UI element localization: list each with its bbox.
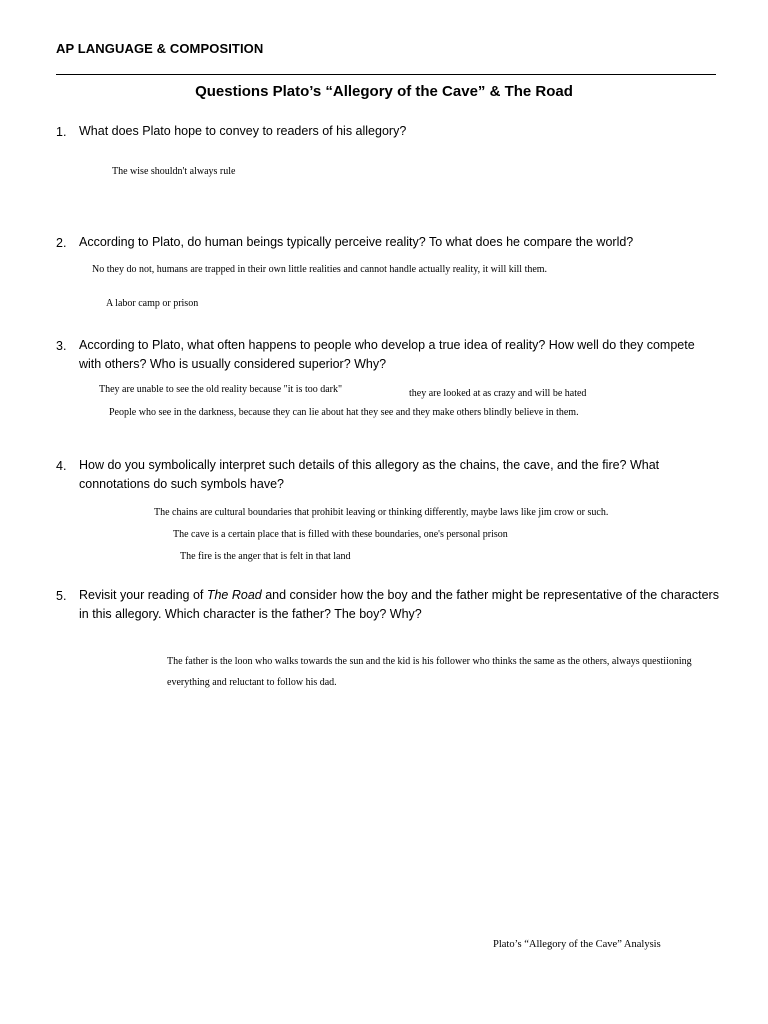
question-text: According to Plato, do human beings typically perceive reality? To what does he compare the world? <box>79 235 634 249</box>
page-footer: Plato’s “Allegory of the Cave” Analysis <box>493 939 661 950</box>
course-name: AP LANGUAGE & COMPOSITION <box>56 41 264 56</box>
header-rule <box>56 74 716 75</box>
answer-text: The father is the loon who walks towards the sun and the kid is his follower who thinks the same as the others, always questiioning <box>167 656 692 667</box>
answer-text: The cave is a certain place that is filled with these boundaries, one's personal prison <box>173 529 508 540</box>
answer-text: they are looked at as crazy and will be hated <box>409 388 587 399</box>
question-text: connotations do such symbols have? <box>79 477 284 491</box>
answer-text: No they do not, humans are trapped in their own little realities and cannot handle actually reality, it will kill them. <box>92 264 548 275</box>
answer-text: The wise shouldn't always rule <box>112 166 236 177</box>
question-text: Revisit your reading of The Road and consider how the boy and the father might be representative of the characters <box>79 588 719 602</box>
question-number: 2. <box>56 236 67 250</box>
question-text: in this allegory. Which character is the father? The boy? Why? <box>79 607 422 621</box>
answer-text: They are unable to see the old reality because "it is too dark" <box>99 384 343 395</box>
page-title: Questions Plato’s “Allegory of the Cave” & The Road <box>195 83 573 100</box>
question-number: 3. <box>56 339 67 353</box>
question-text: How do you symbolically interpret such details of this allegory as the chains, the cave, and the fire? What <box>79 458 660 472</box>
question-number: 5. <box>56 589 67 603</box>
question-text: What does Plato hope to convey to readers of his allegory? <box>79 124 407 138</box>
question-text: According to Plato, what often happens to people who develop a true idea of reality? How well do they compete <box>79 338 695 352</box>
question-number: 4. <box>56 459 67 473</box>
answer-text: People who see in the darkness, because they can lie about hat they see and they make others blindly believe in them. <box>109 407 579 418</box>
answer-text: A labor camp or prison <box>106 298 199 309</box>
answer-text: The fire is the anger that is felt in that land <box>180 551 351 562</box>
answer-text: The chains are cultural boundaries that prohibit leaving or thinking differently, maybe laws like jim crow or such. <box>154 507 609 518</box>
question-text: with others? Who is usually considered superior? Why? <box>79 357 387 371</box>
book-title: The Road <box>206 588 262 602</box>
answer-text: everything and reluctant to follow his dad. <box>167 677 337 688</box>
question-number: 1. <box>56 125 67 139</box>
